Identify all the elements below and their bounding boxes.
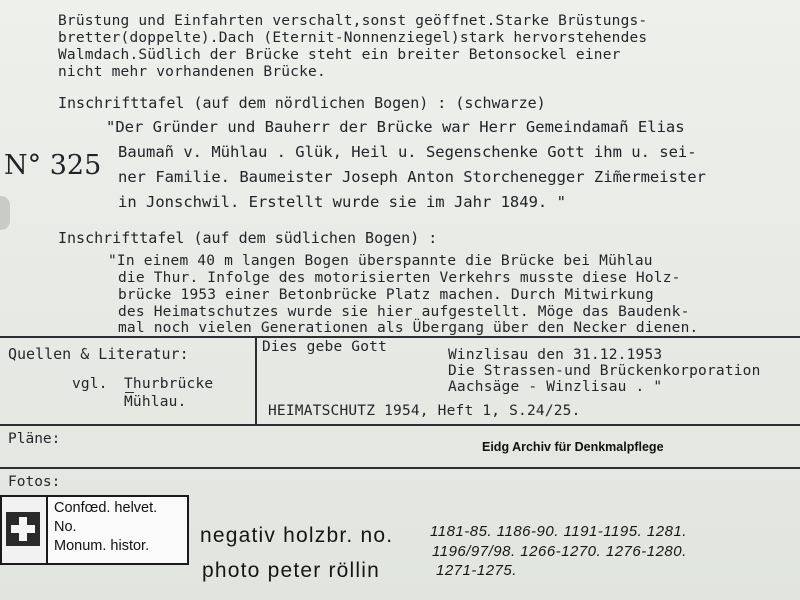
swiss-cross-icon xyxy=(2,497,48,563)
description-line: nicht mehr vorhandenen Brücke. xyxy=(58,64,326,80)
inscription-north-line: Baumañ v. Mühlau . Glük, Heil u. Segenschenke Gott ihm u. sei- xyxy=(118,143,697,161)
inscription-continuation: Die Strassen-und Brückenkorporation xyxy=(448,363,761,379)
inscription-south-line: "In einem 40 m langen Bogen überspannte die Brücke bei Mühlau xyxy=(108,253,653,269)
card-number: N° 325 xyxy=(4,150,102,181)
photos-label: Fotos: xyxy=(8,474,61,490)
binder-hole xyxy=(0,196,10,230)
inscription-north-heading: Inschrifttafel (auf dem nördlichen Bogen) : (schwarze) xyxy=(58,94,546,112)
inscription-south-heading: Inschrifttafel (auf dem südlichen Bogen) : xyxy=(58,229,438,247)
section-divider xyxy=(0,467,800,469)
description-line: bretter(doppelte).Dach (Eternit-Nonnenziegel)stark hervorstehendes xyxy=(58,30,648,46)
section-divider xyxy=(0,424,800,426)
description-line: Walmdach.Südlich der Brücke steht ein breiter Betonsockel einer xyxy=(58,47,621,63)
section-divider xyxy=(0,336,800,338)
inscription-north-line: ner Familie. Baumeister Joseph Anton Storchenegger Zim̃ermeister xyxy=(118,168,706,186)
underline-mark xyxy=(125,392,134,393)
vgl-reference: Thurbrücke xyxy=(124,376,214,392)
description-line: Brüstung und Einfahrten verschalt,sonst geöffnet.Starke Brüstungs- xyxy=(58,13,648,29)
column-divider xyxy=(255,336,257,424)
negative-numbers: 1196/97/98. 1266-1270. 1276-1280. xyxy=(432,543,687,560)
sources-label: Quellen & Literatur: xyxy=(8,345,189,363)
source-citation: HEIMATSCHUTZ 1954, Heft 1, S.24/25. xyxy=(268,403,581,419)
negative-numbers: 1271-1275. xyxy=(436,562,517,579)
inscription-south-line: brücke 1953 einer Betonbrücke Platz machen. Durch Mitwirkung xyxy=(118,287,654,303)
stamp-line: Confœd. helvet. xyxy=(54,500,158,516)
archive-label: Eidg Archiv für Denkmalpflege xyxy=(482,440,664,454)
photographer-credit: photo peter röllin xyxy=(202,559,381,582)
inscription-south-line: mal noch vielen Generationen als Übergang über den Necker dienen. xyxy=(118,320,699,336)
confoed-helvet-stamp xyxy=(0,495,189,565)
inscription-continuation: Winzlisau den 31.12.1953 xyxy=(448,347,663,363)
inscription-north-line: in Jonschwil. Erstellt wurde sie im Jahr 1849. " xyxy=(118,193,566,211)
vgl-prefix: vgl. xyxy=(72,376,108,392)
inscription-south-line: die Thur. Infolge des motorisierten Verkehrs musste diese Holz- xyxy=(118,270,681,286)
plans-label: Pläne: xyxy=(8,431,61,447)
inscription-continuation: Dies gebe Gott xyxy=(262,339,388,355)
inscription-continuation: Aachsäge - Winzlisau . " xyxy=(448,379,663,395)
vgl-reference: Mühlau. xyxy=(124,394,187,410)
stamp-line: No. xyxy=(54,519,77,535)
inscription-south-line: des Heimatschutzes wurde sie hier aufgestellt. Möge das Baudenk- xyxy=(118,304,690,320)
negative-numbers: 1181-85. 1186-90. 1191-1195. 1281. xyxy=(430,523,687,540)
inscription-north-line: "Der Gründer und Bauherr der Brücke war Herr Gemeindamañ Elias xyxy=(106,118,685,136)
stamp-line: Monum. histor. xyxy=(54,538,150,554)
negative-label: negativ holzbr. no. xyxy=(200,524,394,547)
